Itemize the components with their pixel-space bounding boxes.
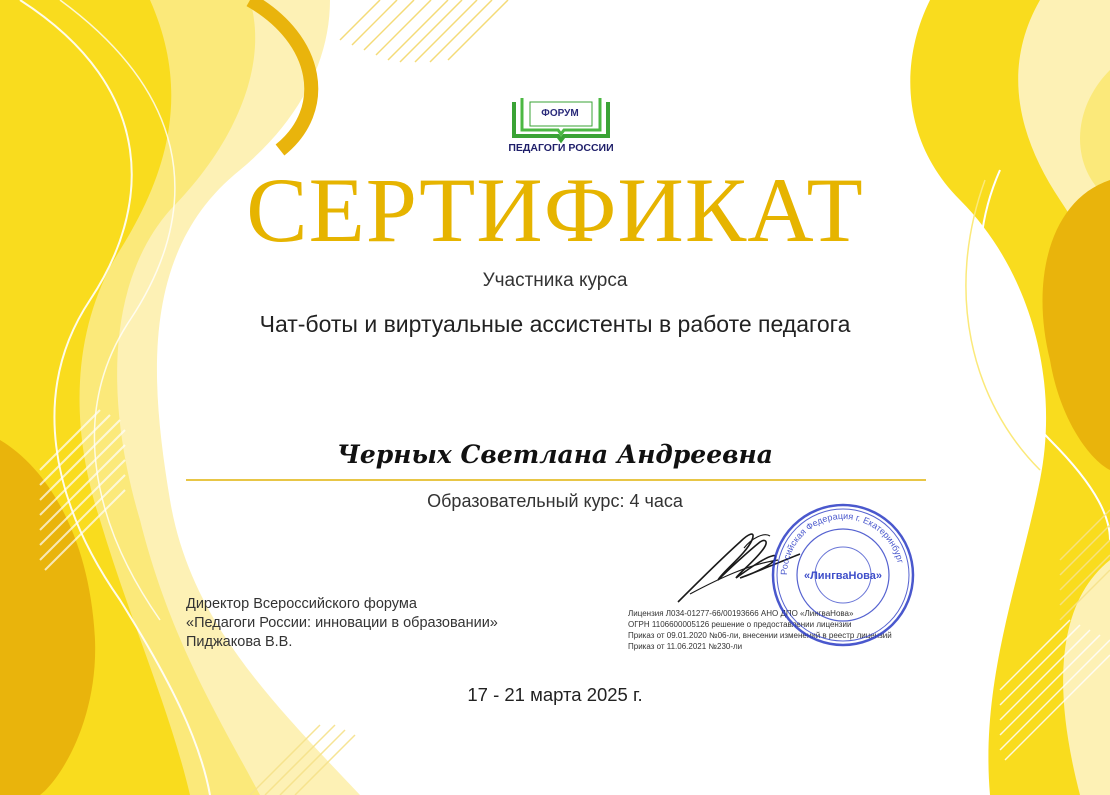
name-underline: [186, 479, 926, 481]
license-line-1: Лицензия Л034-01277-66/00193666 АНО ДПО «ЛингваНова»: [628, 609, 854, 618]
certificate-subtitle: Участника курса: [482, 270, 628, 291]
logo-subtitle-text: ПЕДАГОГИ РОССИИ: [508, 142, 614, 154]
forum-logo: [506, 94, 616, 156]
director-block: [186, 595, 498, 652]
license-line-4: Приказ от 11.06.2021 №230-ли: [628, 642, 743, 651]
stamp-ring-text: Российская Федерация г. Екатеринбург: [778, 510, 906, 576]
license-line-2: ОГРН 1106600005126 решение о предоставлении лицензии: [628, 620, 852, 629]
course-hours: Образовательный курс: 4 часа: [427, 491, 683, 511]
certificate-title: СЕРТИФИКАТ: [246, 159, 864, 261]
organization-stamp: [768, 500, 918, 650]
recipient-name: Черных Светлана Андреевна: [337, 440, 773, 469]
logo-forum-text: ФОРУМ: [541, 108, 579, 119]
event-date: 17 - 21 марта 2025 г.: [467, 684, 643, 705]
director-line-3: Пиджакова В.В.: [186, 634, 293, 650]
director-line-2: «Педагоги России: инновации в образовании»: [186, 615, 498, 631]
course-name: Чат-боты и виртуальные ассистенты в работе педагога: [259, 311, 851, 337]
open-book-icon: [506, 94, 616, 144]
director-line-1: Директор Всероссийского форума: [186, 596, 417, 612]
license-line-3: Приказ от 09.01.2020 №06-ли, внесении изменений в реестр лицензий: [628, 631, 892, 640]
stamp-center-text: «ЛингваНова»: [803, 570, 883, 582]
